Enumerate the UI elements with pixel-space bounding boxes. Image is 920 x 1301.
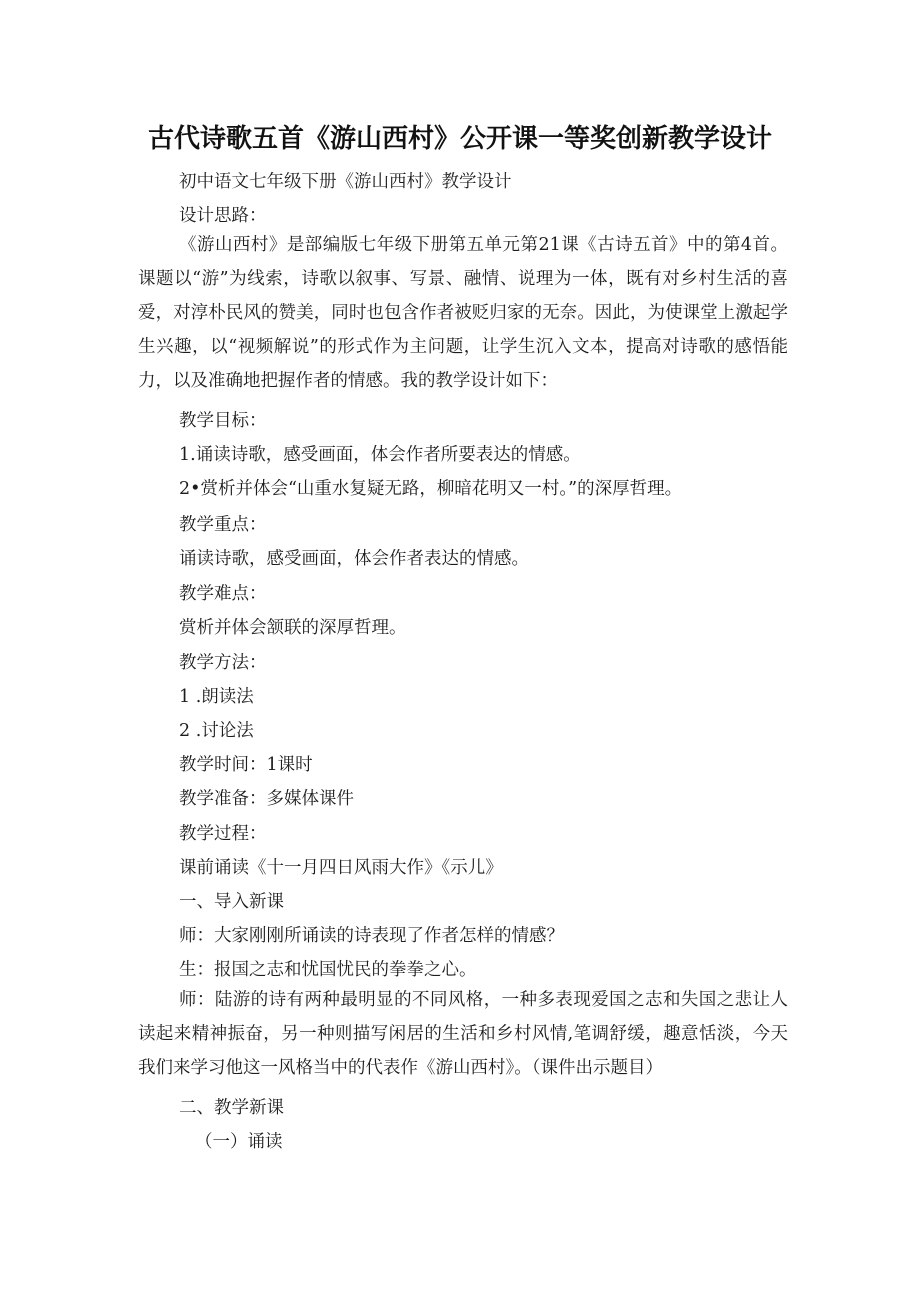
process-heading: 教学过程：	[179, 824, 267, 844]
document-title: 古代诗歌五首《游山西村》公开课一等奖创新教学设计	[147, 124, 772, 154]
difficulties-text: 赏析并体会颔联的深厚哲理。	[179, 618, 407, 638]
goal-item-2: 2•赏析并体会“山重水复疑无路，柳暗花明又一村。”的深厚哲理。	[179, 479, 683, 499]
key-points-text: 诵读诗歌，感受画面，体会作者表达的情感。	[179, 549, 529, 569]
teacher-question: 师：大家刚刚所诵读的诗表现了作者怎样的情感？	[179, 926, 564, 946]
teaching-preparation: 教学准备：多媒体课件	[179, 789, 354, 809]
key-points-heading: 教学重点：	[179, 515, 267, 535]
method-item-1: 1 .朗读法	[179, 687, 254, 707]
teaching-time: 教学时间：1课时	[179, 755, 313, 775]
section-2-heading: 二、教学新课	[179, 1098, 284, 1118]
subsection-1-heading: （一）诵读	[195, 1132, 283, 1152]
section-1-heading: 一、导入新课	[179, 892, 284, 912]
design-idea-paragraph: 《游山西村》是部编版七年级下册第五单元第21课《古诗五首》中的第4首。课题以“游”为线索，诗歌以叙事、写景、融情、说理为一体，既有对乡村生活的喜爱，对淳朴民风的赞美，同时也包含作者被贬归家的无奈。因此，为使课堂上激起学生兴趣，以“视频解说”的形式作为主问题，让学生沉入文本，提高对诗歌的感悟能力，以及准确地把握作者的情感。我的教学设计如下：	[138, 235, 788, 391]
subtitle: 初中语文七年级下册《游山西村》教学设计	[179, 172, 512, 192]
student-answer: 生：报国之志和忧国忧民的拳拳之心。	[179, 960, 477, 980]
goal-item-1: 1.诵读诗歌，感受画面，体会作者所要表达的情感。	[179, 445, 581, 465]
design-idea-heading: 设计思路：	[179, 206, 267, 226]
pre-reading: 课前诵读《十一月四日风雨大作》《示儿》	[179, 858, 503, 878]
teacher-paragraph: 师：陆游的诗有两种最明显的不同风格，一种多表现爱国之志和失国之悲让人读起来精神振奋，另一种则描写闲居的生活和乡村风情,笔调舒缓，趣意恬淡，今天我们来学习他这一风格当中的代表作《游山西村》。（课件出示题目）	[138, 990, 788, 1078]
methods-heading: 教学方法：	[179, 653, 267, 673]
goals-heading: 教学目标：	[179, 411, 267, 431]
method-item-2: 2 .讨论法	[179, 721, 254, 741]
difficulties-heading: 教学难点：	[179, 584, 267, 604]
